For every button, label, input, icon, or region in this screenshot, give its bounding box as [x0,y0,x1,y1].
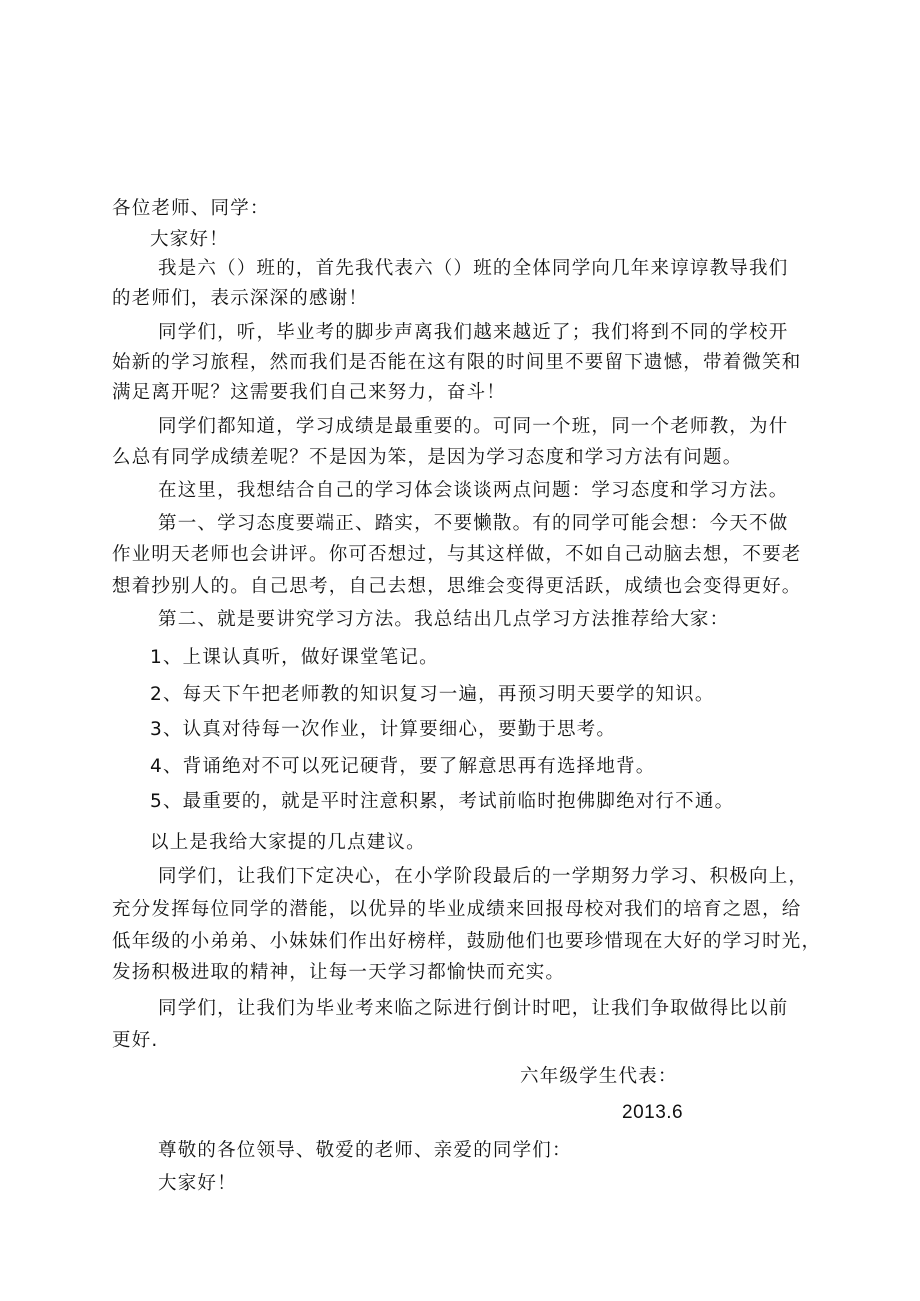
list-item: 2、每天下午把老师教的知识复习一遍，再预习明天要学的知识。 [150,684,715,705]
greeting: 大家好！ [158,1173,237,1194]
paragraph-line: 同学们都知道，学习成绩是最重要的。可同一个班，同一个老师教，为什 [158,416,789,437]
paragraph-line: 更好. [112,1030,159,1051]
paragraph-line: 同学们，让我们为毕业考来临之际进行倒计时吧，让我们争取做得比以前 [158,998,789,1019]
paragraph-line: 第一、学习态度要端正、踏实，不要懒散。有的同学可能会想：今天不做 [158,513,789,534]
date: 2013.6 [622,1102,684,1123]
list-item: 3、认真对待每一次作业，计算要细心，要勤于思考。 [150,719,617,740]
salutation: 各位老师、同学： [112,198,270,219]
list-item: 1、上课认真听，做好课堂笔记。 [150,647,439,668]
paragraph-line: 同学们，听，毕业考的脚步声离我们越来越近了；我们将到不同的学校开 [158,322,789,343]
paragraph-line: 作业明天老师也会讲评。你可否想过，与其这样做，不如自己动脑去想，不要老 [112,544,802,565]
paragraph-line: 低年级的小弟弟、小妹妹们作出好榜样，鼓励他们也要珍惜现在大好的学习时光， [112,931,822,952]
paragraph-line: 我是六（）班的，首先我代表六（）班的全体同学向几年来谆谆教导我们 [158,258,789,279]
paragraph-line: 同学们，让我们下定决心，在小学阶段最后的一学期努力学习、积极向上， [158,866,809,887]
list-item: 5、最重要的，就是平时注意积累，考试前临时抱佛脚绝对行不通。 [150,791,735,812]
salutation: 尊敬的各位领导、敬爱的老师、亲爱的同学们： [158,1140,572,1161]
paragraph-line: 第二、就是要讲究学习方法。我总结出几点学习方法推荐给大家： [158,609,730,630]
paragraph-line: 始新的学习旅程，然而我们是否能在这有限的时间里不要留下遗憾，带着微笑和 [112,352,802,373]
list-item: 4、背诵绝对不可以死记硬背，要了解意思再有选择地背。 [150,756,656,777]
paragraph-line: 发扬积极进取的精神，让每一天学习都愉快而充实。 [112,962,566,983]
paragraph-line: 以上是我给大家提的几点建议。 [150,832,426,853]
paragraph-line: 的老师们，表示深深的感谢！ [112,288,369,309]
paragraph-line: 想着抄别人的。自己思考，自己去想，思维会变得更活跃，成绩也会变得更好。 [112,576,802,597]
greeting: 大家好！ [150,229,229,250]
paragraph-line: 在这里，我想结合自己的学习体会谈谈两点问题：学习态度和学习方法。 [158,480,789,501]
paragraph-line: 么总有同学成绩差呢？不是因为笨，是因为学习态度和学习方法有问题。 [112,447,743,468]
paragraph-line: 充分发挥每位同学的潜能，以优异的毕业成绩来回报母校对我们的培育之恩，给 [112,899,802,920]
signature: 六年级学生代表： [520,1066,678,1087]
paragraph-line: 满足离开呢？这需要我们自己来努力，奋斗！ [112,382,507,403]
